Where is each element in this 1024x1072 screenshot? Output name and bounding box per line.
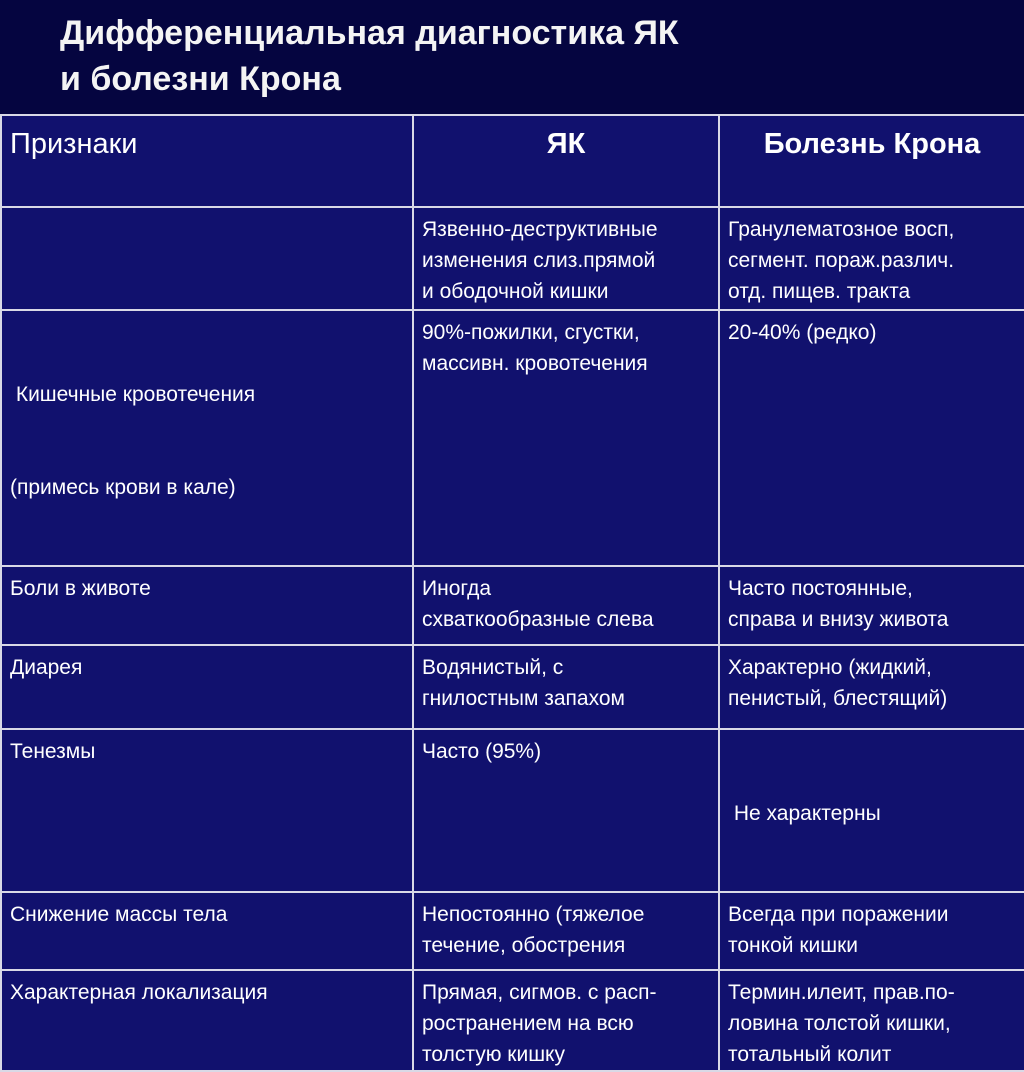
crohn-cell: Не характерны	[719, 729, 1024, 892]
sign-cell	[1, 207, 413, 310]
yak-cell: 90%-пожилки, сгустки, массивн. кровотечения	[413, 310, 719, 566]
comparison-table	[0, 114, 1024, 1072]
yak-cell: Непостоянно (тяжелое течение, обострения	[413, 892, 719, 970]
table-header-row	[1, 115, 1024, 207]
table-row	[1, 310, 1024, 566]
table-row	[1, 970, 1024, 1071]
yak-cell: Прямая, сигмов. с расп- ространением на всю толстую кишку	[413, 970, 719, 1071]
sign-cell: Снижение массы тела	[1, 892, 413, 970]
sign-cell: Кишечные кровотечения (примесь крови в кале)	[1, 310, 413, 566]
crohn-cell: 20-40% (редко)	[719, 310, 1024, 566]
yak-cell: Язвенно-деструктивные изменения слиз.прямой и ободочной кишки	[413, 207, 719, 310]
header-crohn: Болезнь Крона	[719, 115, 1024, 207]
crohn-cell: Характерно (жидкий, пенистый, блестящий)	[719, 645, 1024, 729]
table-row	[1, 645, 1024, 729]
crohn-cell: Термин.илеит, прав.по- ловина толстой кишки, тотальный колит	[719, 970, 1024, 1071]
crohn-cell: Часто постоянные, справа и внизу живота	[719, 566, 1024, 645]
header-signs: Признаки	[1, 115, 413, 207]
table-row	[1, 892, 1024, 970]
yak-cell: Иногда схваткообразные слева	[413, 566, 719, 645]
sign-cell: Тенезмы	[1, 729, 413, 892]
sign-cell: Боли в животе	[1, 566, 413, 645]
crohn-cell: Гранулематозное восп, сегмент. пораж.различ. отд. пищев. тракта	[719, 207, 1024, 310]
table-row	[1, 729, 1024, 892]
yak-cell: Часто (95%)	[413, 729, 719, 892]
title-line-2: и болезни Крона	[60, 60, 341, 98]
sign-cell: Диарея	[1, 645, 413, 729]
table-row	[1, 566, 1024, 645]
yak-cell: Водянистый, с гнилостным запахом	[413, 645, 719, 729]
header-yak: ЯК	[413, 115, 719, 207]
crohn-cell: Всегда при поражении тонкой кишки	[719, 892, 1024, 970]
slide-title	[60, 10, 679, 102]
title-line-1: Дифференциальная диагностика ЯК	[60, 14, 679, 52]
table-row	[1, 207, 1024, 310]
sign-cell: Характерная локализация	[1, 970, 413, 1071]
